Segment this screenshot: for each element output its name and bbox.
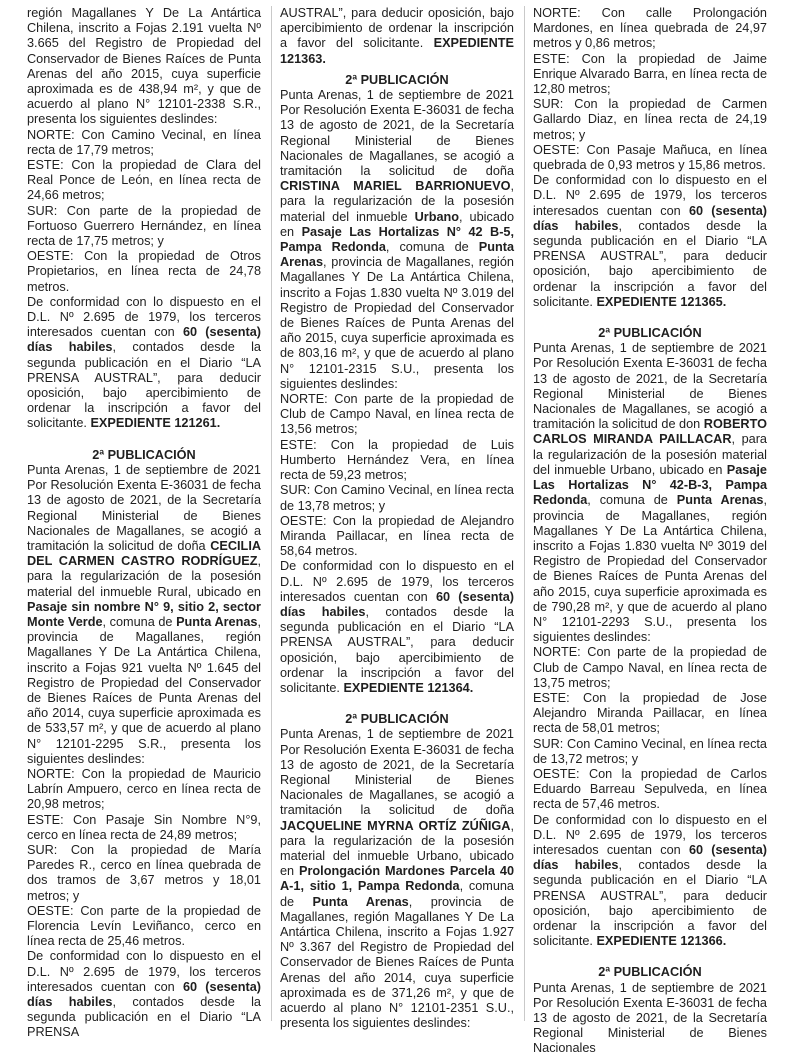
notice-paragraph xyxy=(533,645,767,691)
notice-paragraph xyxy=(280,88,514,392)
bold-text: CECILIA DEL CARMEN CASTRO RODRÍGUEZ xyxy=(27,538,261,569)
text-run: NORTE: Con parte de la propiedad de Club de Campo Naval, en línea recta de 13,75 metros; xyxy=(533,645,767,690)
bold-text: ROBERTO CARLOS MIRANDA PAILLACAR xyxy=(533,417,767,447)
text-run: OESTE: Con la propiedad de Otros Propietarios, en línea recta de 24,78 metros. xyxy=(27,249,261,294)
text-run: , para la regularización de la posesión material del inmueble xyxy=(280,179,514,224)
bold-text: Pasaje Las Hortalizas N° 42-B-3, Pampa Redonda xyxy=(533,462,767,508)
text-run: , provincia de Magallanes, región Magallanes Y De La Antártica Chilena, inscrito a Fojas 1.830 vuelta Nº 3019 del Registro de Propiedad del Conservador de Bienes Raíces de Punta Arenas del año 2015, cuya superficie aproximada es de 790,28 m², y que de acuerdo al plano N° 12101-2293 S.U., presenta los siguientes deslindes: xyxy=(533,493,767,645)
bold-text: 60 (sesenta) días habiles xyxy=(27,979,261,1009)
bold-text: Pasaje sin nombre N° 9, sitio 2, sector Monte Verde xyxy=(27,599,261,629)
text-run: ESTE: Con la propiedad de Clara del Real Ponce de León, en línea recta de 24,66 metros; xyxy=(27,158,261,203)
bold-text: EXPEDIENTE 121366. xyxy=(596,934,727,949)
publication-heading: 2ª PUBLICACIÓN xyxy=(598,326,702,341)
text-run: , provincia de Magallanes, región Magallanes Y De La Antártica Chilena, inscrito a Fojas 1.830 vuelta Nº 3.019 del Registro de Propiedad del Conservador de Bienes Raíces de Punta Arenas del año 2015, cuya superficie aproximada es de 803,16 m², y que de acuerdo al plano N° 12101-2315 S.U., presenta los siguientes deslindes: xyxy=(280,255,514,391)
text-run: NORTE: Con Camino Vecinal, en línea recta de 17,79 metros; xyxy=(27,127,261,157)
notice-paragraph xyxy=(27,949,261,1040)
text-run: , provincia de Magallanes, región Magallanes Y De La Antártica Chilena, inscrito a Fojas 1.927 Nº 3.367 del Registro de Propiedad del Conservador de Bienes Raíces de Punta Arenas del año 2014, cuya superficie aproximada es de 371,26 m², y que de acuerdo al plano N° 12101-2351 S.U., presenta los siguientes deslindes: xyxy=(280,894,514,1031)
text-run: ESTE: Con la propiedad de Jaime Enrique Alvarado Barra, en línea recta de 12,80 metros; xyxy=(533,51,767,97)
notice-paragraph xyxy=(533,97,767,143)
text-run: , para la regularización de la posesión material del inmueble Urbano, ubicado en xyxy=(280,818,514,879)
notice-paragraph xyxy=(533,691,767,737)
text-run: región Magallanes Y De La Antártica Chilena, inscrito a Fojas 2.191 vuelta Nº 3.665 del Registro de Propiedad del Conservador de Bienes Raíces de Punta Arenas del año 2015, cuya superficie aproximada es de 438,94 m², y que de acuerdo al plano N° 12101-2338 S.R., presenta los siguientes deslindes: xyxy=(27,6,261,127)
text-run: , provincia de Magallanes, región Magallanes Y De La Antártica Chilena, inscrito a Fojas 921 vuelta Nº 1.645 del Registro de Propiedad del Conservador de Bienes Raíces de Punta Arenas del año 2014, cuya superficie aproximada es de 533,57 m², y que de acuerdo al plano N° 12101-2295 S.R., presenta los siguientes deslindes: xyxy=(27,614,261,766)
text-run: ESTE: Con la propiedad de Jose Alejandro Miranda Paillacar, en línea recta de 58,01 metros; xyxy=(533,690,767,736)
notice-paragraph xyxy=(27,295,261,432)
column-3 xyxy=(524,6,767,1056)
text-run: ESTE: Con la propiedad de Luis Humberto Hernández Vera, en línea recta de 59,23 metros; xyxy=(280,437,514,483)
text-run: Punta Arenas, 1 de septiembre de 2021 Por Resolución Exenta E-36031 de fecha 13 de agosto de 2021, de la Secretaría Regional Ministerial de Bienes Nacionales xyxy=(533,980,767,1056)
bold-text: 60 (sesenta) días habiles xyxy=(533,842,767,873)
column-2 xyxy=(271,6,515,1031)
publication-heading: 2ª PUBLICACIÓN xyxy=(92,447,196,462)
bold-text: CRISTINA MARIEL BARRIONUEVO xyxy=(280,179,511,194)
bold-text: Punta Arenas xyxy=(176,614,258,629)
notice-paragraph xyxy=(280,6,514,67)
text-run: De conformidad con lo dispuesto en el D.L. Nº 2.695 de 1979, los terceros interesados cuentan con xyxy=(533,173,767,218)
column-1 xyxy=(27,6,261,1040)
bold-text: Punta Arenas xyxy=(280,240,514,270)
publication-heading: 2ª PUBLICACIÓN xyxy=(598,965,702,980)
bold-text: Punta Arenas xyxy=(676,493,764,508)
notice-paragraph xyxy=(27,904,261,950)
text-run: OESTE: Con Pasaje Mañuca, en línea quebrada de 0,93 metros y 15,86 metros. xyxy=(533,142,767,173)
notice-paragraph xyxy=(27,813,261,843)
bold-text: Prolongación Mardones Parcela 40 A-1, sitio 1, Pampa Redonda xyxy=(280,864,515,894)
text-run: SUR: Con parte de la propiedad de Fortuoso Guerrero Hernández, en línea recta de 17,75 metros; y xyxy=(27,203,261,249)
bold-text: EXPEDIENTE 121261. xyxy=(90,416,221,431)
text-run: , comuna de xyxy=(102,614,177,629)
notice-paragraph xyxy=(533,173,767,310)
notice-paragraph xyxy=(533,6,767,52)
notice-paragraph xyxy=(533,813,767,950)
section-gap xyxy=(27,432,261,442)
bold-text: 60 (sesenta) días habiles xyxy=(280,589,514,619)
text-run: AUSTRAL”, para deducir oposición, bajo apercibimiento de ordenar la inscripción a favor del solicitante. xyxy=(280,6,514,51)
notice-paragraph xyxy=(27,767,261,813)
text-run: NORTE: Con parte de la propiedad de Club de Campo Naval, en línea recta de 13,56 metros; xyxy=(280,392,514,437)
text-run: NORTE: Con la propiedad de Mauricio Labrín Ampuero, cerco en línea recta de 20,98 metros; xyxy=(27,766,261,812)
text-run: De conformidad con lo dispuesto en el D.L. Nº 2.695 de 1979, los terceros interesados cuentan con xyxy=(27,294,261,340)
text-run: , ubicado en xyxy=(280,209,515,239)
notice-paragraph xyxy=(533,52,767,98)
bold-text: Pasaje Las Hortalizas N° 42 B-5, Pampa Redonda xyxy=(280,224,515,255)
bold-text: EXPEDIENTE 121365. xyxy=(596,294,727,309)
text-run: OESTE: Con la propiedad de Carlos Eduardo Barreau Sepulveda, en línea recta de 57,46 metros. xyxy=(533,766,767,812)
notice-paragraph xyxy=(533,767,767,813)
text-run: Punta Arenas, 1 de septiembre de 2021 Por Resolución Exenta E-36031 de fecha 13 de agosto de 2021, de la Secretaría Regional Ministerial de Bienes Nacionales de Magallanes, se acogió a tramitación la solicitud de doña xyxy=(27,462,261,553)
text-run: , para la regularización de la posesión material del inmueble Urbano, ubicado en xyxy=(533,432,767,477)
notice-paragraph xyxy=(27,249,261,295)
notice-paragraph xyxy=(27,463,261,767)
text-run: De conformidad con lo dispuesto en el D.L. Nº 2.695 de 1979, los terceros interesados cuentan con xyxy=(533,812,767,857)
bold-text: Urbano xyxy=(414,209,460,224)
publication-heading: 2ª PUBLICACIÓN xyxy=(345,72,449,87)
text-run: , comuna de xyxy=(280,879,514,909)
text-run: NORTE: Con calle Prolongación Mardones, en línea quebrada de 24,97 metros y 0,86 metros; xyxy=(533,6,767,51)
notice-paragraph xyxy=(27,6,261,128)
notice-paragraph xyxy=(280,483,514,513)
notice-paragraph xyxy=(27,158,261,204)
bold-text: 60 (sesenta) días habiles xyxy=(533,203,767,233)
section-gap xyxy=(533,310,767,320)
text-run: , contados desde la segunda publicación en el Diario “LA PRENSA AUSTRAL”, para deducir oposición, bajo apercibimiento de ordenar la inscripción a favor del solicitante. xyxy=(280,604,514,695)
text-run: OESTE: Con parte de la propiedad de Florencia Levín Leviñanco, cerco en línea recta de 25,46 metros. xyxy=(27,903,261,949)
bold-text: EXPEDIENTE 121363. xyxy=(280,36,514,66)
text-run: SUR: Con Camino Vecinal, en línea recta de 13,78 metros; y xyxy=(280,483,514,513)
notice-paragraph xyxy=(280,392,514,438)
text-run: Punta Arenas, 1 de septiembre de 2021 Por Resolución Exenta E-36031 de fecha 13 de agosto de 2021, de la Secretaría Regional Ministerial de Bienes Nacionales de Magallanes, se acogió a tramitación la solicitud de doña xyxy=(280,88,514,179)
notice-paragraph xyxy=(533,341,767,645)
text-run: Punta Arenas, 1 de septiembre de 2021 Por Resolución Exenta E-36031 de fecha 13 de agosto de 2021, de la Secretaría Regional Ministerial de Bienes Nacionales de Magallanes, se acogió a tramitación la solicitud de don xyxy=(533,341,767,432)
text-run: , comuna de xyxy=(385,240,479,255)
text-run: Punta Arenas, 1 de septiembre de 2021 Por Resolución Exenta E-36031 de fecha 13 de agosto de 2021, de la Secretaría Regional Ministerial de Bienes Nacionales de Magallanes, se acogió a tramitación la solicitud de doña xyxy=(280,727,514,818)
section-gap xyxy=(280,696,514,706)
text-run: , contados desde la segunda publicación en el Diario “LA PRENSA xyxy=(27,995,261,1040)
text-run: , para la regularización de la posesión material del inmueble Rural, ubicado en xyxy=(27,554,261,599)
notice-paragraph xyxy=(27,843,261,904)
notice-paragraph xyxy=(27,204,261,250)
text-run: ESTE: Con Pasaje Sin Nombre N°9, cerco en línea recta de 24,89 metros; xyxy=(27,812,261,842)
publication-heading: 2ª PUBLICACIÓN xyxy=(345,712,449,727)
text-run: , contados desde la segunda publicación en el Diario “LA PRENSA AUSTRAL”, para deducir oposición, bajo apercibimiento de ordenar la inscripción a favor del solicitante. xyxy=(533,218,767,309)
notice-paragraph xyxy=(280,559,514,696)
bold-text: 60 (sesenta) días habiles xyxy=(27,325,261,355)
text-run: SUR: Con la propiedad de Carmen Gallardo Diaz, en línea recta de 24,19 metros; y xyxy=(533,97,767,142)
text-run: , contados desde la segunda publicación en el Diario “LA PRENSA AUSTRAL”, para deducir oposición, bajo apercibimiento de ordenar la inscripción a favor del solicitante. xyxy=(533,858,767,949)
notice-paragraph xyxy=(280,727,514,1031)
bold-text: JACQUELINE MYRNA ORTÍZ ZÚÑIGA xyxy=(280,818,511,833)
notice-paragraph xyxy=(533,143,767,173)
bold-text: Punta Arenas xyxy=(312,894,409,909)
text-run: , comuna de xyxy=(587,493,677,508)
section-gap xyxy=(533,949,767,959)
notice-paragraph xyxy=(27,128,261,158)
text-run: OESTE: Con la propiedad de Alejandro Miranda Paillacar, en línea recta de 58,64 metros. xyxy=(280,513,514,559)
bold-text: EXPEDIENTE 121364. xyxy=(343,680,474,695)
notice-paragraph xyxy=(533,981,767,1057)
text-run: De conformidad con lo dispuesto en el D.L. Nº 2.695 de 1979, los terceros interesados cuentan con xyxy=(27,949,261,994)
text-run: SUR: Con la propiedad de María Paredes R., cerco en línea quebrada de dos tramos de 3,67 metros y 18,01 metros; y xyxy=(27,842,261,903)
text-run: De conformidad con lo dispuesto en el D.L. Nº 2.695 de 1979, los terceros interesados cuentan con xyxy=(280,559,514,604)
notice-paragraph xyxy=(280,514,514,560)
notice-paragraph xyxy=(280,438,514,484)
text-run: , contados desde la segunda publicación en el Diario “LA PRENSA AUSTRAL”, para deducir oposición, bajo apercibimiento de ordenar la inscripción a favor del solicitante. xyxy=(27,340,261,431)
text-run: SUR: Con Camino Vecinal, en línea recta de 13,72 metros; y xyxy=(533,736,767,766)
newspaper-page xyxy=(27,6,767,1056)
notice-paragraph xyxy=(533,737,767,767)
